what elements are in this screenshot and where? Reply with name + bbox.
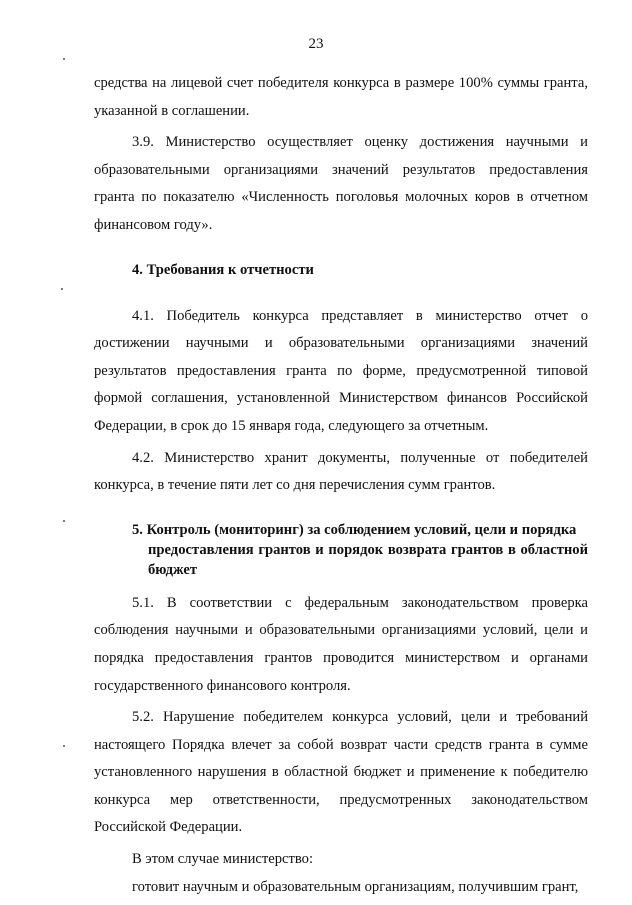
section-5-heading-line1: 5. Контроль (мониторинг) за соблюдением условий, цели и порядка — [132, 521, 577, 538]
paragraph-continuation: средства на лицевой счет победителя конкурса в размере 100% суммы гранта, указанной в соглашении. — [94, 75, 588, 119]
paragraph-5-2: 5.2. Нарушение победителем конкурса условий, цели и требований настоящего Порядка влечет за собой возврат части средств гранта в сумме установленного нарушения в областной бюджет и применение к победителю конкурса мер ответственности, предусмотренных законодательством Российской Федерации. — [94, 709, 588, 836]
scan-speck — [63, 58, 65, 60]
section-5-heading — [94, 520, 588, 580]
paragraph-4-2: 4.2. Министерство хранит документы, полученные от победителей конкурса, в течение пяти лет со дня перечисления сумм грантов. — [94, 449, 588, 494]
paragraph-4-1: 4.1. Победитель конкурса представляет в министерство отчет о достижении научными и образовательными организациями значений результатов предоставления гранта по форме, предусмотренной типовой формой соглашения, установленной Министерством финансов Российской Федерации, в срок до 15 января года, следующего за отчетным. — [94, 307, 588, 434]
scan-speck — [63, 745, 65, 747]
section-5-heading-line2: предоставления грантов и порядок возврата грантов в областной бюджет — [148, 541, 588, 578]
paragraph-ministry-case: В этом случае министерство: — [132, 851, 314, 868]
paragraph-5-1: 5.1. В соответствии с федеральным законодательством проверка соблюдения научными и образовательными организациями условий, цели и порядка предоставления грантов проводится министерством и органами государственного финансового контроля. — [94, 594, 588, 694]
scan-speck — [63, 520, 65, 522]
paragraph-3-9: 3.9. Министерство осуществляет оценку достижения научными и образовательными организациями значений результатов предоставления гранта по показателю «Численность поголовья молочных коров в отчетном финансовом году». — [94, 134, 588, 233]
document-body — [94, 70, 588, 901]
section-4-heading: 4. Требования к отчетности — [132, 261, 314, 278]
scan-speck — [61, 288, 63, 290]
page-number: 23 — [308, 36, 324, 52]
paragraph-prepares: готовит научным и образовательным организациям, получившим грант, — [132, 878, 579, 895]
